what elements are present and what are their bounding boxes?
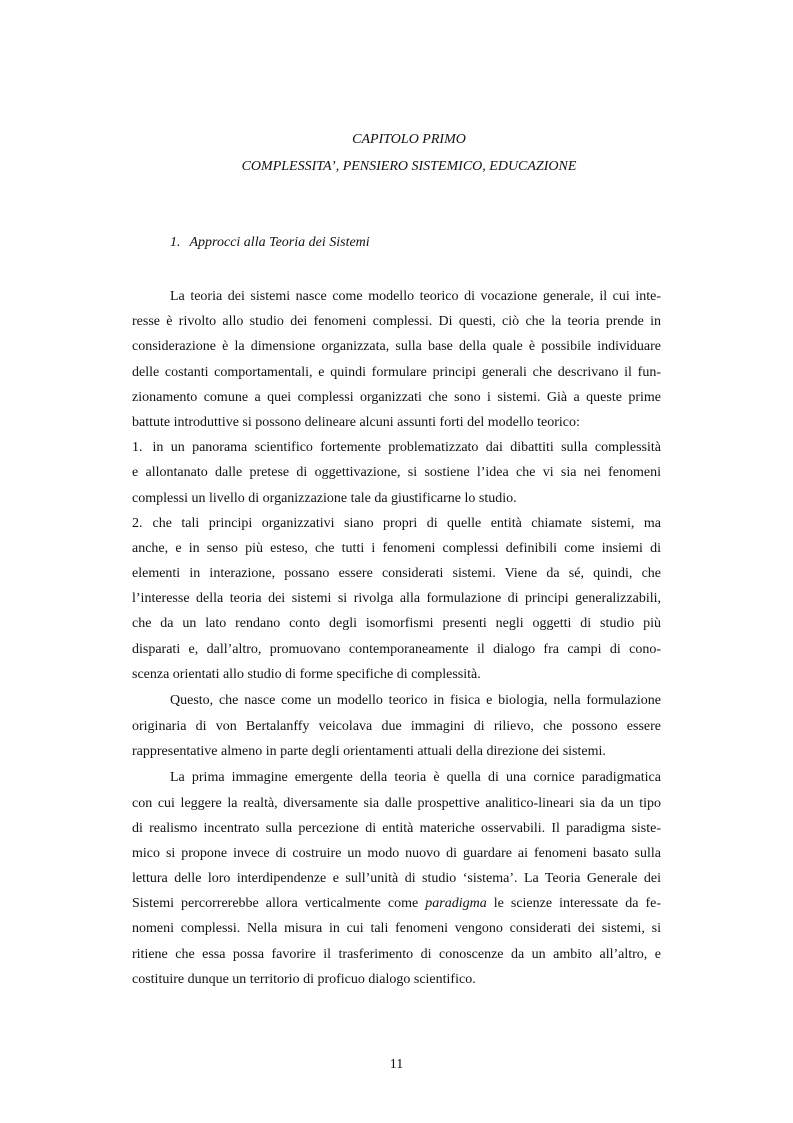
- text-line-with-emphasis: [132, 891, 661, 916]
- text-line: zionamento comune a quei complessi organizzati che sono i sistemi. Già a queste prime: [132, 389, 661, 405]
- text-line: La teoria dei sistemi nasce come modello teorico di vocazione generale, il cui inte-: [170, 289, 661, 304]
- text-span: Sistemi percorrerebbe allora verticalmente come: [132, 896, 419, 912]
- section-heading: [170, 235, 370, 251]
- list-number: 2.: [132, 515, 143, 531]
- page-number: 11: [389, 1057, 404, 1072]
- text-line: considerazione è la dimensione organizzata, sulla base della quale è possibile individuare: [132, 339, 661, 355]
- text-line: lettura delle loro interdipendenze e sull’unità di studio ‘sistema’. La Teoria Generale dei: [132, 871, 661, 887]
- text-line: l’interesse della teoria dei sistemi si rivolga alla formulazione di principi generalizzabili,: [132, 591, 661, 607]
- text-line: mico si propone invece di costruire un modo nuovo di guardare ai fenomeni basato sulla: [132, 845, 661, 861]
- text-span: le scienze interessate da fe-: [493, 896, 661, 912]
- text-span: in un panorama scientifico fortemente problematizzato dai dibattiti sulla complessità: [152, 440, 661, 456]
- text-line: di realismo incentrato sulla percezione di entità materiche osservabili. Il paradigma siste-: [132, 820, 661, 836]
- body-text: [132, 284, 661, 992]
- text-line: resse è rivolto allo studio dei fenomeni complessi. Di questi, ciò che la teoria prende in: [132, 314, 661, 330]
- chapter-title: COMPLESSITA’, PENSIERO SISTEMICO, EDUCAZIONE: [241, 159, 577, 174]
- text-line: battute introduttive si possono delineare alcuni assunti forti del modello teorico:: [132, 414, 580, 430]
- text-span: che tali principi organizzativi siano propri di quelle entità chiamate sistemi, ma: [152, 515, 661, 531]
- list-item-line: [132, 511, 661, 536]
- text-line: originaria di von Bertalanffy veicolava due immagini di rilievo, che possono essere: [132, 718, 661, 734]
- text-line: costituire dunque un territorio di proficuo dialogo scientifico.: [132, 971, 476, 987]
- emphasis-paradigma: paradigma: [425, 896, 487, 912]
- text-line: ritiene che essa possa favorire il trasferimento di conoscenze da un ambito all’altro, e: [132, 946, 661, 962]
- text-line: Questo, che nasce come un modello teorico in fisica e biologia, nella formulazione: [170, 693, 661, 709]
- text-line: disparati e, dall’altro, promuovano contemporaneamente il dialogo fra campi di cono-: [132, 641, 661, 657]
- text-line: scenza orientati allo studio di forme specifiche di complessità.: [132, 666, 481, 682]
- text-line: elementi in interazione, possano essere considerati sistemi. Viene da sé, quindi, che: [132, 566, 661, 582]
- text-line: anche, e in senso più esteso, che tutti i fenomeni complessi definibili come insiemi di: [132, 540, 661, 556]
- text-line: complessi un livello di organizzazione tale da giustificarne lo studio.: [132, 490, 517, 506]
- text-line: che da un lato rendano conto degli isomorfismi presenti negli oggetti di studio più: [132, 616, 661, 632]
- text-line: rappresentative almeno in parte degli orientamenti attuali della direzione dei sistemi.: [132, 743, 606, 759]
- text-line: delle costanti comportamentali, e quindi formulare principi generali che descrivano il fun-: [132, 364, 661, 380]
- list-number: 1.: [132, 440, 143, 456]
- text-line: nomeni complessi. Nella misura in cui tali fenomeni vengono considerati dei sistemi, si: [132, 921, 661, 937]
- section-number: 1.: [170, 235, 181, 250]
- chapter-label: CAPITOLO PRIMO: [352, 132, 466, 147]
- text-line: e allontanato dalle pretese di oggettivazione, si sostiene l’idea che vi sia nei fenomeni: [132, 465, 661, 481]
- list-item-line: [132, 435, 661, 460]
- section-title: Approcci alla Teoria dei Sistemi: [189, 235, 370, 250]
- text-line: con cui leggere la realtà, diversamente sia dalle prospettive analitico-lineari sia da un tipo: [132, 795, 661, 811]
- text-line: La prima immagine emergente della teoria è quella di una cornice paradigmatica: [170, 770, 661, 786]
